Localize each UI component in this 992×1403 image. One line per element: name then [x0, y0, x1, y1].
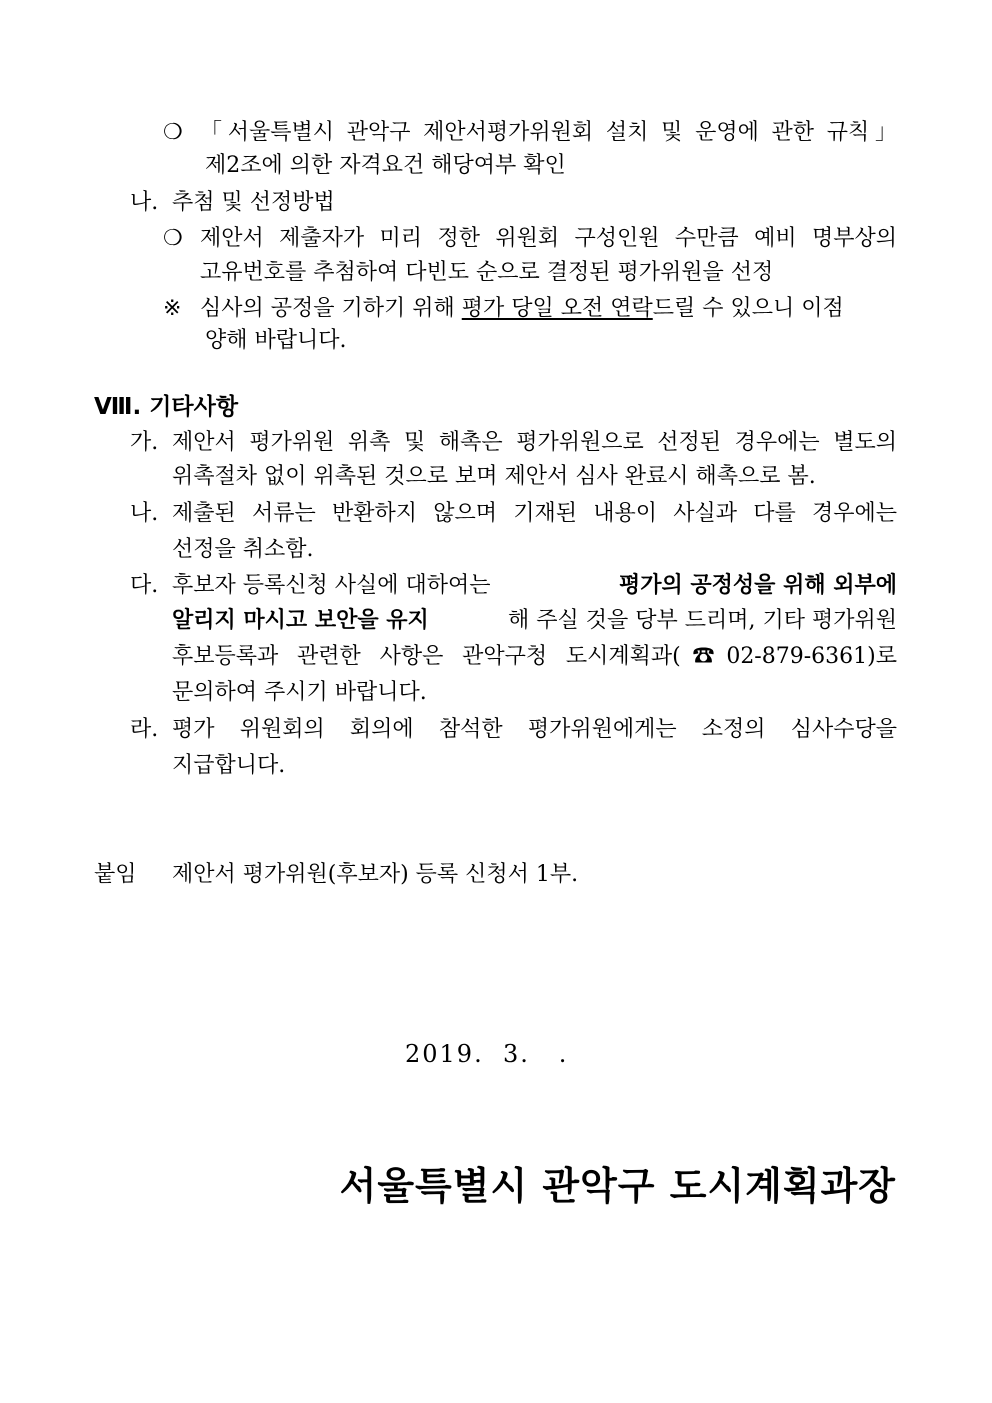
item-c-line1 [172, 571, 897, 601]
issuer-name: 서울특별시 관악구 도시계획과장 [339, 1164, 896, 1208]
item-a-marker: 가. [130, 430, 159, 455]
item-c-line2 [172, 606, 897, 636]
bullet-circle: ❍ [163, 120, 183, 145]
note-line2: 양해 바랍니다. [205, 328, 347, 353]
item-c-line4: 문의하여 주시기 바랍니다. [172, 680, 427, 705]
item-c-line3: 후보등록과 관련한 사항은 관악구청 도시계획과(☎02-879-6361)로 [172, 644, 897, 669]
item-c-text-post: 해 주실 것을 당부 드리며, 기타 평가위원 [508, 608, 897, 633]
selection-method-line1: 제안서 제출자가 미리 정한 위원회 구성인원 수만큼 예비 명부상의 [200, 226, 897, 251]
item-c-text-pre: 후보자 등록신청 사실에 대하여는 [172, 573, 491, 598]
note-line1 [200, 294, 897, 324]
attachment-label: 붙임 [94, 862, 137, 887]
item-a-line2: 위촉절차 없이 위촉된 것으로 보며 제안서 심사 완료시 해촉으로 봄. [172, 464, 816, 489]
document-date: 2019. 3. . [405, 1040, 569, 1068]
item-a-line1: 제안서 평가위원 위촉 및 해촉은 평가위원으로 선정된 경우에는 별도의 [172, 430, 897, 455]
item-b-line1: 제출된 서류는 반환하지 않으며 기재된 내용이 사실과 다를 경우에는 [172, 501, 897, 526]
note-mark: ※ [163, 296, 182, 321]
note-text-pre: 심사의 공정을 기하기 위해 [200, 296, 462, 321]
sub-b-title: 추첨 및 선정방법 [172, 190, 335, 215]
rule-reference-line1: 「서울특별시 관악구 제안서평가위원회 설치 및 운영에 관한 규칙」 [200, 120, 897, 145]
section-heading: Ⅷ. 기타사항 [94, 394, 239, 420]
sub-b-marker: 나. [130, 190, 159, 215]
item-b-line2: 선정을 취소함. [172, 537, 314, 562]
note-underlined: 평가 당일 오전 연락 [461, 296, 653, 321]
selection-method-line2: 고유번호를 추첨하여 다빈도 순으로 결정된 평가위원을 선정 [200, 260, 774, 285]
attachment-text: 제안서 평가위원(후보자) 등록 신청서 1부. [172, 862, 579, 887]
item-d-marker: 라. [130, 717, 159, 742]
item-d-line2: 지급합니다. [172, 753, 286, 778]
bullet-circle: ❍ [163, 226, 183, 251]
item-c-marker: 다. [130, 573, 159, 598]
rule-reference-line2: 제2조에 의한 자격요건 해당여부 확인 [205, 153, 566, 178]
item-c-bold-2: 알리지 마시고 보안을 유지 [172, 608, 429, 633]
item-d-line1: 평가 위원회의 회의에 참석한 평가위원에게는 소정의 심사수당을 [172, 717, 897, 742]
item-c-bold-1: 평가의 공정성을 위해 외부에 [618, 573, 897, 598]
note-text-post: 드릴 수 있으니 이점 [652, 296, 844, 321]
item-b-marker: 나. [130, 501, 159, 526]
